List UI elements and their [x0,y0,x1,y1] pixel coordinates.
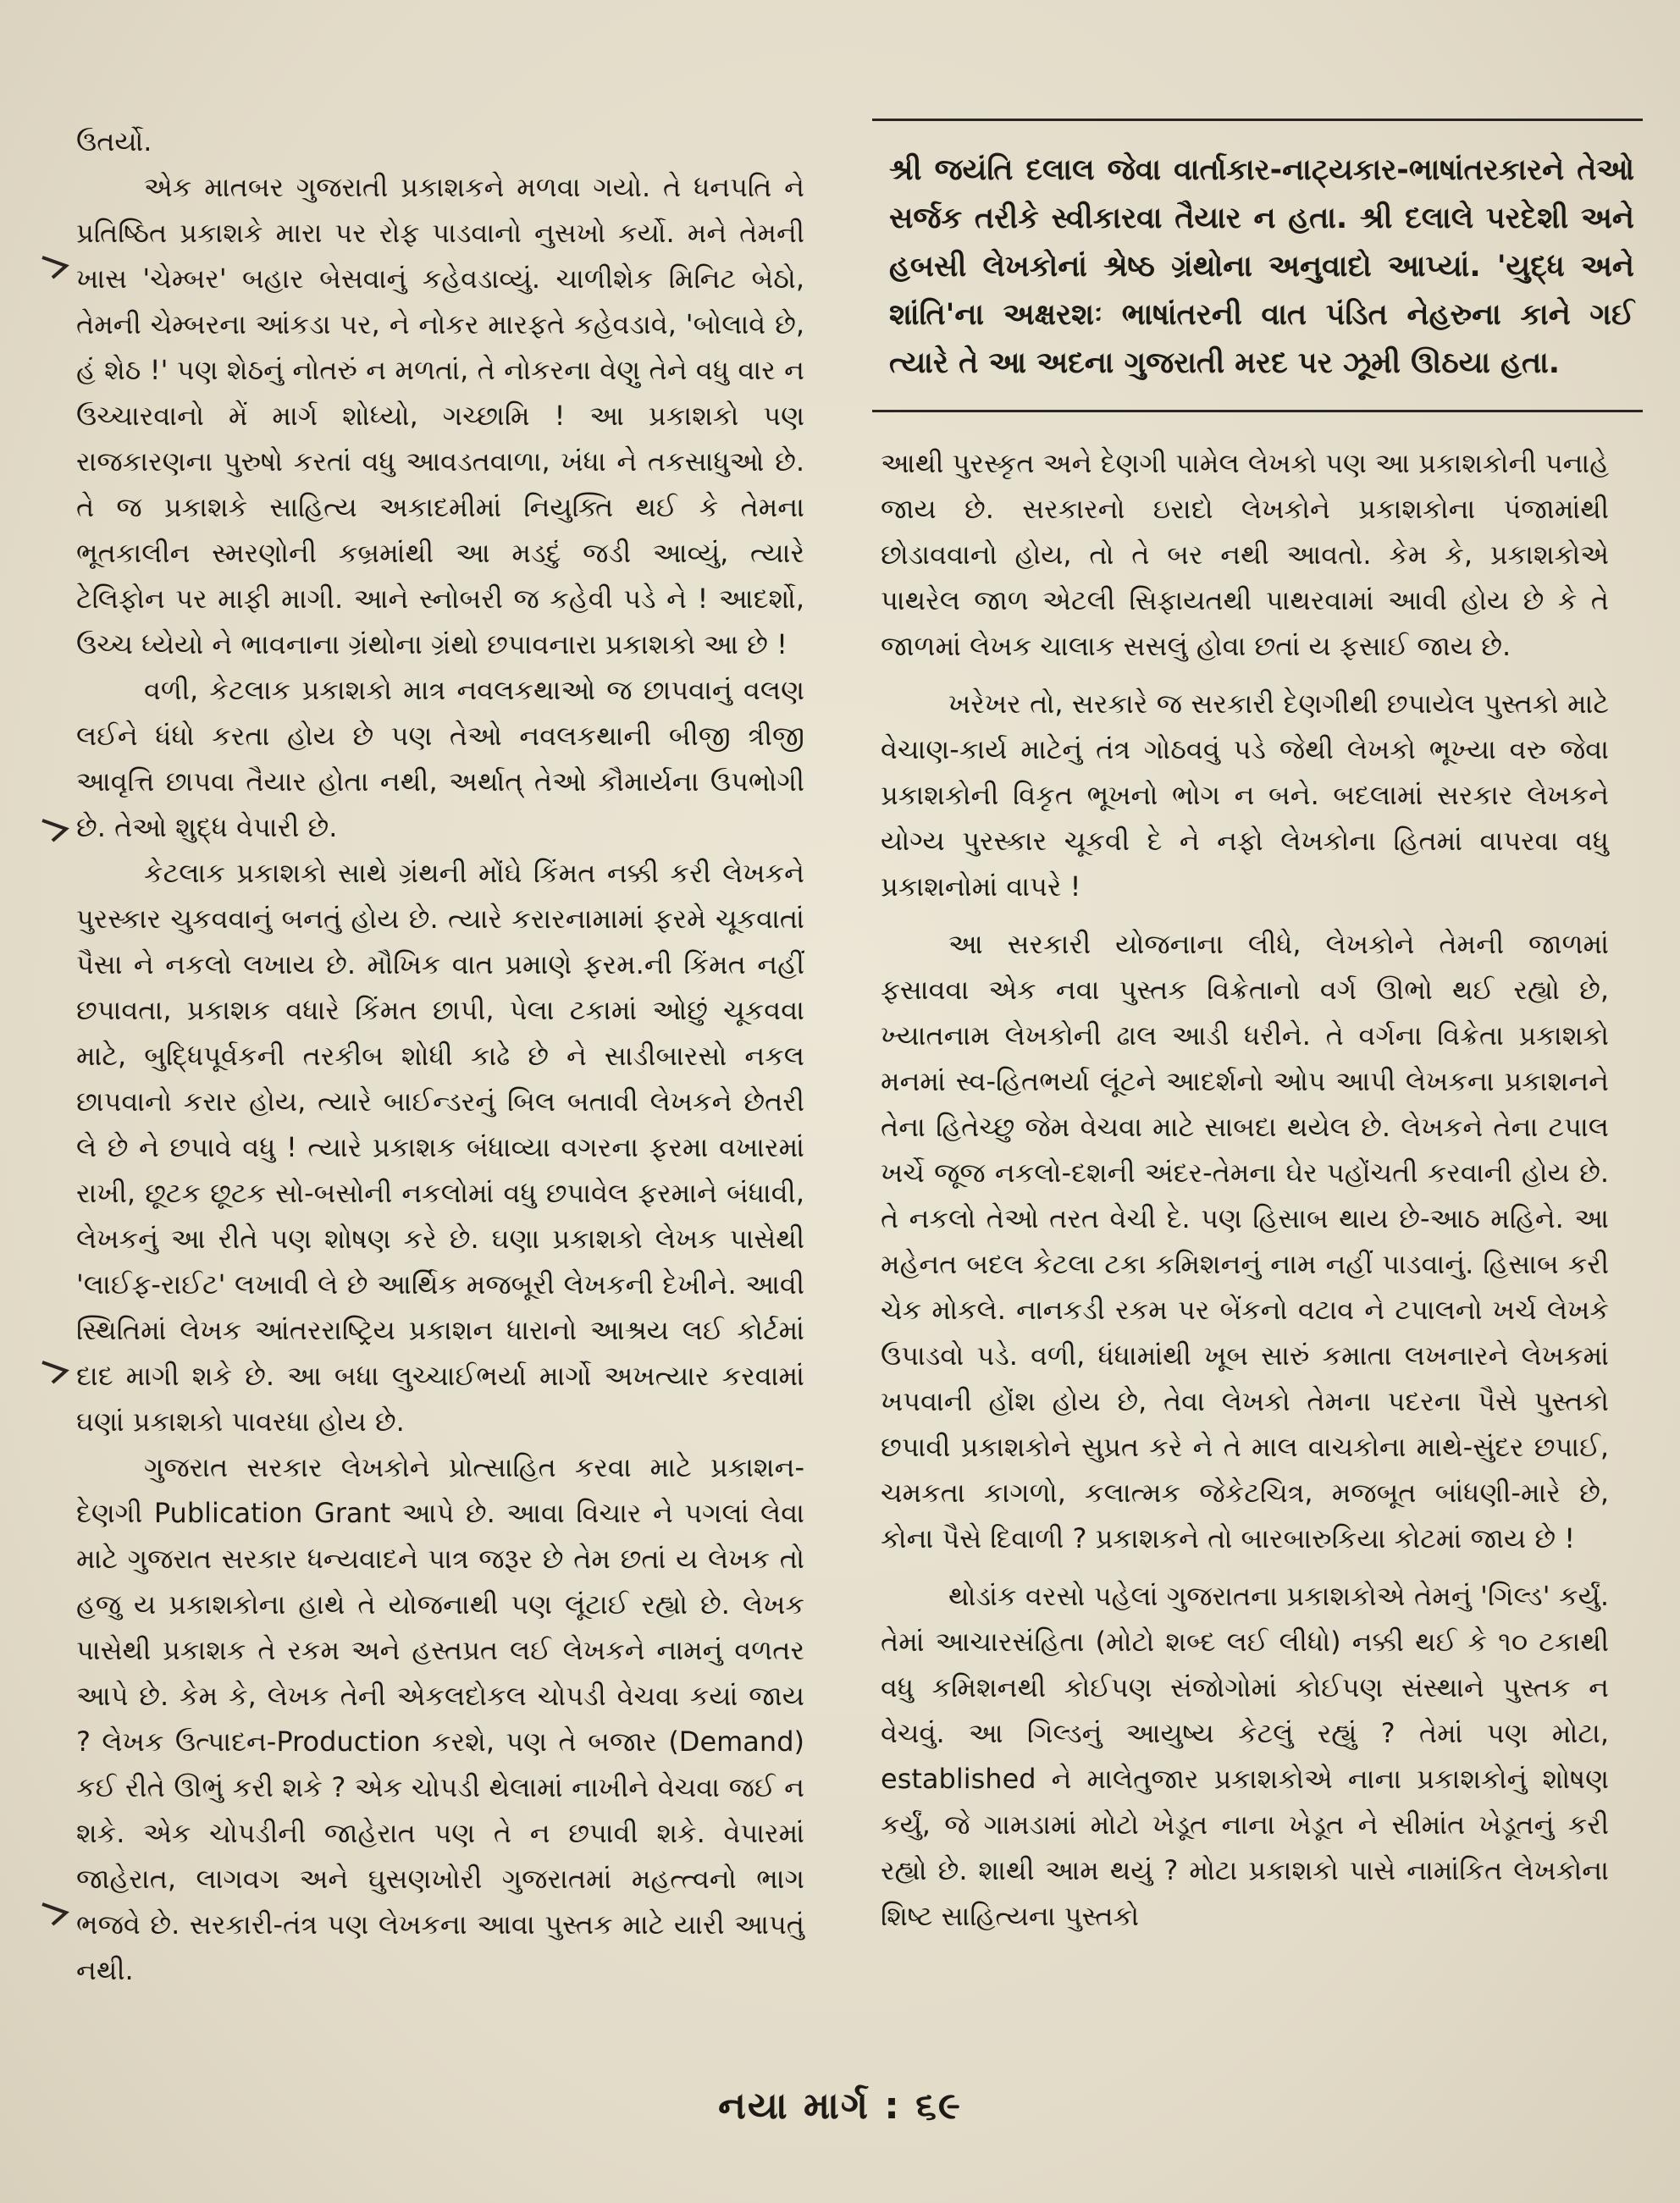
right-paragraph-3: આ સરકારી યોજનાના લીધે, લેખકોને તેમની જાળમાં ફસાવવા એક નવા પુસ્તક વિક્રેતાનો વર્ગ ઊભો થઈ રહ્યો છે, ખ્યાતનામ લેખકોની ઢાલ આડી ધરીને. તે વર્ગના વિક્રેતા પ્રકાશકો મનમાં સ્વ-હિતભર્યા લૂંટને આદર્શનો ઓપ આપી લેખકના પ્રકાશનને તેના હિતેચ્છુ જેમ વેચવા માટે સાબદા થયેલ છે. લેખકને તેના ટપાલ ખર્ચે જૂજ નકલો-દશની અંદર-તેમના ઘેર પહોંચતી કરવાની હોય છે. તે નકલો તેઓ તરત વેચી દે. પણ હિસાબ થાય છે-આઠ મહિને. આ મહેનત બદલ કેટલા ટકા કમિશનનું નામ નહીં પાડવાનું. હિસાબ કરી ચેક મોકલે. નાનકડી રકમ પર બેંકનો વટાવ ને ટપાલનો ખર્ચ લેખકે ઉપાડવો પડે. વળી, ધંધામાંથી ખૂબ સારું કમાતા લખનારને લેખકમાં ખપવાની હોંશ હોય છે, તેવા લેખકો તેમના પદરના પૈસે પુસ્તકો છપાવી પ્રકાશકોને સુપ્રત કરે ને તે માલ વાચકોના માથે-સુંદર છપાઈ, ચમકતા કાગળો, કલાત્મક જેકેટચિત્ર, મજબૂત બાંધણી-મારે છે, કોના પૈસે દિવાળી ? પ્રકાશકને તો બારબારુકિયા કોટમાં જાય છે ! [881,928,1609,1554]
left-paragraph-5: ગુજરાત સરકાર લેખકોને પ્રોત્સાહિત કરવા માટે પ્રકાશન-દેણગી Publication Grant આપે છે. આવા વિચાર ને પગલાં લેવા માટે ગુજરાત સરકાર ધન્યવાદને પાત્ર જરૂર છે તેમ છતાં ય લેખક તો હજુ ય પ્રકાશકોના હાથે તે યોજનાથી પણ લૂંટાઈ રહ્યો છે. લેખક પાસેથી પ્રકાશક તે રકમ અને હસ્તપ્રત લઈ લેખકને નામનું વળતર આપે છે. કેમ કે, લેખક તેની એકલદોકલ ચોપડી વેચવા કયાં જાય ? લેખક ઉત્પાદન-Production કરશે, પણ તે બજાર (Demand) કઈ રીતે ઊભું કરી શકે ? એક ચોપડી થેલામાં નાખીને વેચવા જઈ ન શકે. એક ચોપડીની જાહેરાત પણ તે ન છપાવી શકે. વેપારમાં જાહેરાત, લાગવગ અને ઘુસણખોરી ગુજરાતમાં મહત્ત્વનો ભાગ ભજવે છે. સરકારી-તંત્ર પણ લેખકના આવા પુસ્તક માટે યારી આપતું નથી. [76,1451,804,1986]
left-column [76,119,804,1993]
margin-tick-mark-icon [41,817,75,842]
margin-tick-mark-icon [41,254,75,279]
left-paragraph-4: કેટલાક પ્રકાશકો સાથે ગ્રંથની મોંઘે કિંમત નક્કી કરી લેખકને પુરસ્કાર ચુકવવાનું બનતું હોય છે. ત્યારે કરારનામામાં ફરમે ચૂકવાતાં પૈસા ને નકલો લખાય છે. મૌખિક વાત પ્રમાણે ફરમ.ની કિંમત નહીં છપાવતા, પ્રકાશક વધારે કિંમત છાપી, પેલા ટકામાં ઓછું ચૂકવવા માટે, બુદ્ધિપૂર્વકની તરકીબ શોધી કાઢે છે ને સાડીબારસો નકલ છાપવાનો કરાર હોય, ત્યારે બાઈન્ડરનું બિલ બતાવી લેખકને છેતરી લે છે ને છપાવે વધુ ! ત્યારે પ્રકાશક બંધાવ્યા વગરના ફરમા વખારમાં રાખી, છૂટક છૂટક સો-બસોની નકલોમાં વધુ છપાવેલ ફરમાને બંધાવી, લેખકનું આ રીતે પણ શોષણ કરે છે. ઘણા પ્રકાશકો લેખક પાસેથી 'લાઈફ-રાઈટ' લખાવી લે છે આર્થિક મજબૂરી લેખકની દેખીને. આવી સ્થિતિમાં લેખક આંતરરાષ્ટ્રિય પ્રકાશન ધારાનો આશ્રય લઈ કોર્ટમાં દાદ માગી શકે છે. આ બધા લુચ્ચાઈભર્યા માર્ગો અખત્યાર કરવામાં ઘણાં પ્રકાશકો પાવરધા હોય છે. [76,857,804,1438]
pull-quote-text: શ્રી જયંતિ દલાલ જેવા વાર્તાકાર-નાટ્યકાર-ભાષાંતરકારને તેઓ સર્જક તરીકે સ્વીકારવા તૈયાર ન હતા. શ્રી દલાલે પરદેશી અને હબસી લેખકોનાં શ્રેષ્ઠ ગ્રંથોના અનુવાદો આપ્યાં. 'યુદ્ધ અને શાંતિ'ના અક્ષરશઃ ભાષાંતરની વાત પંડિત નેહરુના કાને ગઈ ત્યારે તે આ અદના ગુજરાતી મરદ પર ઝૂમી ઊઠયા હતા. [889,153,1634,380]
left-paragraph-3: વળી, કેટલાક પ્રકાશકો માત્ર નવલકથાઓ જ છાપવાનું વલણ લઈને ધંધો કરતા હોય છે પણ તેઓ નવલકથાની બીજી ત્રીજી આવૃત્તિ છાપવા તૈયાર હોતા નથી, અર્થાત્ તેઓ કૌમાર્યના ઉપભોગી છે. તેઓ શુદ્ધ વેપારી છે. [76,674,804,843]
right-column [881,440,1609,1939]
margin-tick-mark-icon [41,1359,75,1384]
left-paragraph-2: એક માતબર ગુજરાતી પ્રકાશકને મળવા ગયો. તે ધનપતિ ને પ્રતિષ્ઠિત પ્રકાશકે મારા પર રોફ પાડવાનો નુસખો કર્યો. મને તેમની ખાસ 'ચેમ્બર' બહાર બેસવાનું કહેવડાવ્યું. ચાળીશેક મિનિટ બેઠો, તેમની ચેમ્બરના આંકડા પર, ને નોકર મારફતે કહેવડાવે, 'બોલાવે છે, હં શેઠ !' પણ શેઠનું નોતરું ન મળતાં, તે નોકરના વેણુ તેને વધુ વાર ન ઉચ્ચારવાનો મેં માર્ગ શોધ્યો, ગચ્છામિ ! આ પ્રકાશકો પણ રાજકારણના પુરુષો કરતાં વધુ આવડતવાળા, ખંધા ને તકસાધુઓ છે. તે જ પ્રકાશકે સાહિત્ય અકાદમીમાં નિયુક્તિ થઈ કે તેમના ભૂતકાલીન સ્મરણોની કબ્રમાંથી આ મડદું જડી આવ્યું, ત્યારે ટેલિફોન પર માફી માગી. આને સ્નોબરી જ કહેવી પડે ને ! આદર્શો, ઉચ્ચ ધ્યેયો ને ભાવનાના ગ્રંથોના ગ્રંથો છપાવનારા પ્રકાશકો આ છે ! [76,171,804,660]
page-footer: નયા માર્ગ : ૬૯ [718,2084,962,2128]
right-paragraph-1: આથી પુરસ્કૃત અને દેણગી પામેલ લેખકો પણ આ પ્રકાશકોની પનાહે જાય છે. સરકારનો ઇરાદો લેખકોને પ્રકાશકોના પંજામાંથી છોડાવવાનો હોય, તો તે બર નથી આવતો. કેમ કે, પ્રકાશકોએ પાથરેલ જાળ એટલી સિફાયતથી પાથરવામાં આવી હોય છે કે તે જાળમાં લેખક ચાલાક સસલું હોવા છતાં ય ફસાઈ જાય છે. [881,447,1609,662]
right-paragraph-4: થોડાંક વરસો પહેલાં ગુજરાતના પ્રકાશકોએ તેમનું 'ગિલ્ડ' કર્યું. તેમાં આચારસંહિતા (મોટો શબ્દ લઈ લીધો) નક્કી થઈ કે ૧૦ ટકાથી વધુ કમિશનથી કોઈપણ સંજોગોમાં કોઈપણ સંસ્થાને પુસ્તક ન વેચવું. આ ગિલ્ડનું આયુષ્ય કેટલું રહ્યું ? તેમાં પણ મોટા, established ને માલેતુજાર પ્રકાશકોએ નાના પ્રકાશકોનું શોષણ કર્યું, જે ગામડામાં મોટો ખેડૂત નાના ખેડૂત ને સીમાંત ખેડૂતનું કરી રહ્યો છે. શાથી આમ થયું ? મોટા પ્રકાશકો પાસે નામાંકિત લેખકોના શિષ્ટ સાહિત્યના પુસ્તકો [881,1580,1609,1932]
margin-tick-mark-icon [41,1901,75,1926]
left-paragraph-1: ઉતર્યો. [76,125,152,157]
pull-quote-box [872,119,1643,412]
right-paragraph-2: ખરેખર તો, સરકારે જ સરકારી દેણગીથી છપાયેલ પુસ્તકો માટે વેચાણ-કાર્ય માટેનું તંત્ર ગોઠવવું પડે જેથી લેખકો ભૂખ્યા વરુ જેવા પ્રકાશકોની વિકૃત ભૂખનો ભોગ ન બને. બદલામાં સરકાર લેખકને યોગ્ય પુરસ્કાર ચૂકવી દે ને નફો લેખકોના હિતમાં વાપરવા વધુ પ્રકાશનોમાં વાપરે ! [881,687,1609,903]
